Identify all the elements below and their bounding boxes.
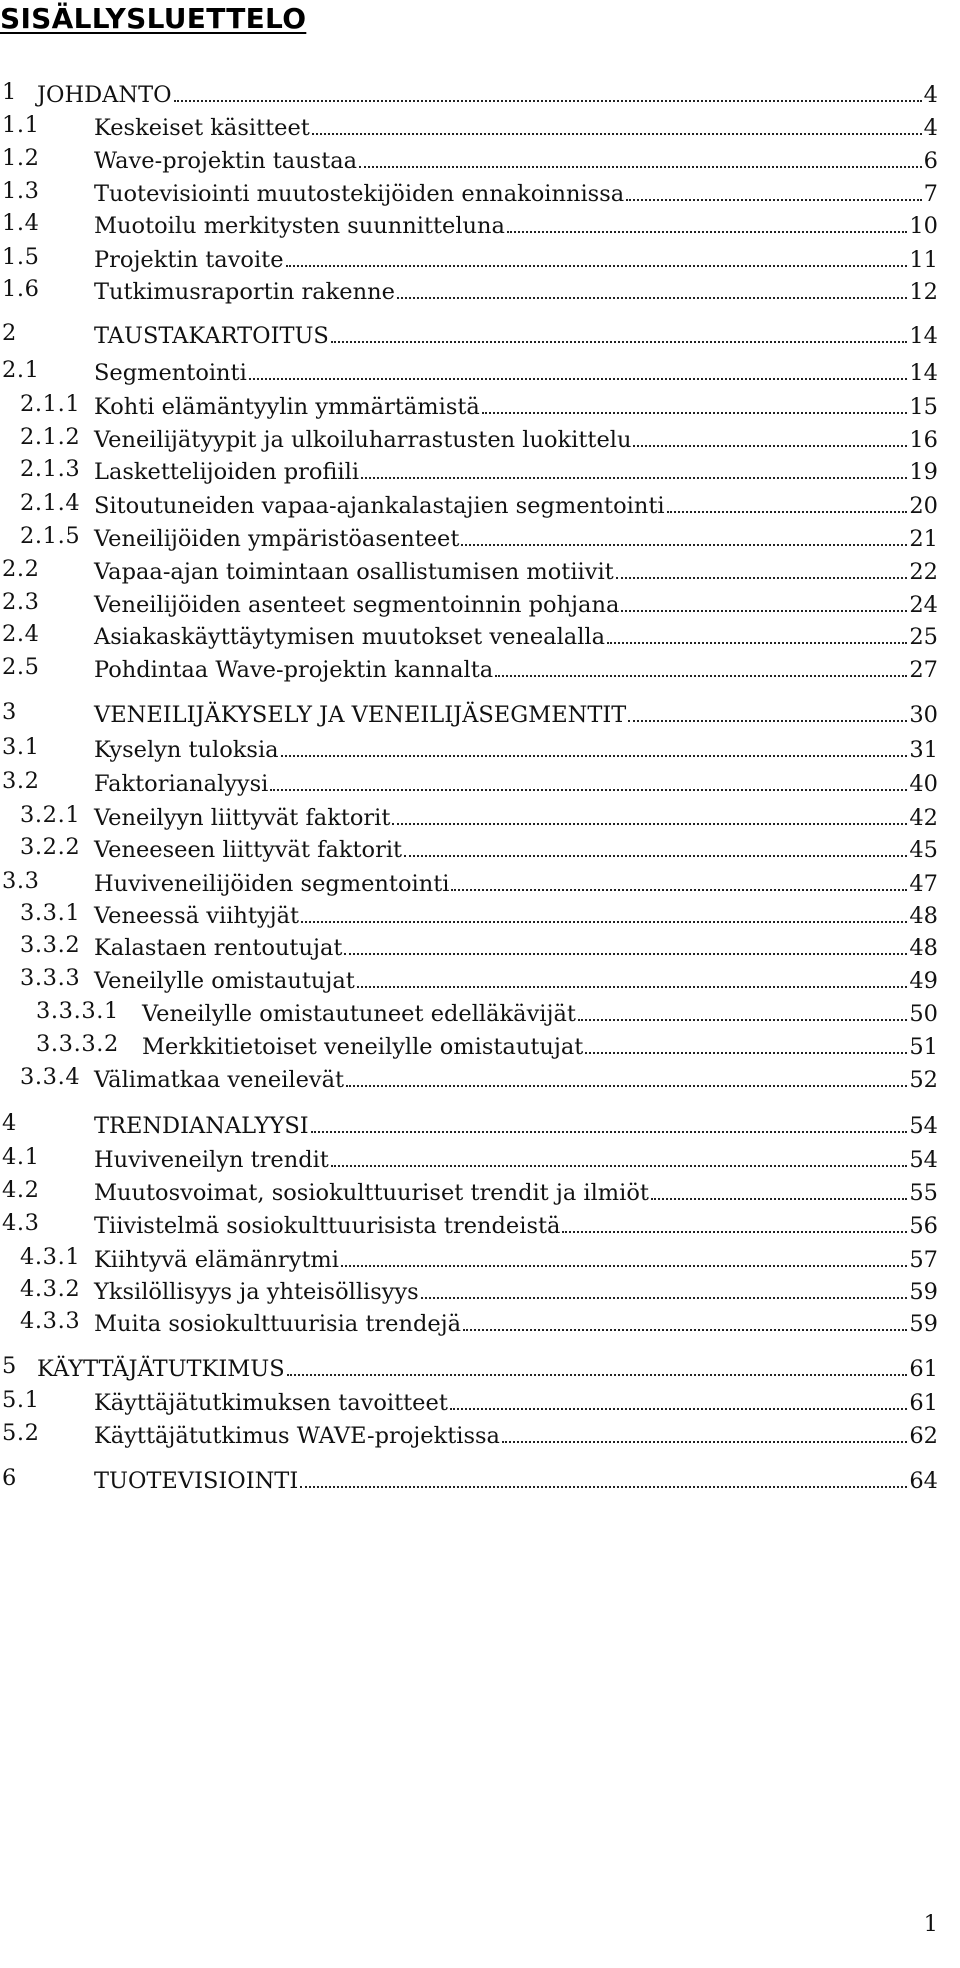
dot-leader [578,991,907,1021]
dot-leader [451,861,907,891]
toc-entry-number: 2.5 [2,654,40,680]
toc-entry-title: Wave-projektin taustaa [94,148,358,174]
toc-entry-number: 1 [2,79,17,105]
toc-entry-page: 59 [909,1311,938,1337]
dot-leader [312,105,922,135]
toc-entry-title: Asiakaskäyttäytymisen muutokset venealalla [94,624,606,650]
toc-entry-number: 3.3.1 [20,900,81,926]
toc-entry-number: 4.3.1 [20,1244,81,1270]
toc-entry-page: 12 [909,279,938,305]
toc-entry-title: Merkkitietoiset veneilylle omistautujat [142,1034,584,1060]
toc-entry[interactable] [0,1413,960,1453]
toc-entry-title: JOHDANTO [37,82,172,108]
toc-entry-page: 6 [923,148,938,174]
dot-leader [502,1413,907,1443]
toc-entry-line [94,1057,938,1100]
page-title: SISÄLLYSLUETTELO [0,2,307,35]
toc-entry-title: Pohdintaa Wave-projektin kannalta [94,657,494,683]
toc-entry-number: 5 [2,1353,17,1379]
toc-entry-title: VENEILIJÄKYSELY JA VENEILIJÄSEGMENTIT [94,702,627,728]
toc-entry-title: Muutosvoimat, sosiokulttuuriset trendit ja ilmiöt [94,1180,649,1206]
toc-entry-title: Tiivistelmä sosiokulttuurisista trendeistä [94,1213,561,1239]
dot-leader [404,827,907,857]
toc-entry-page: 11 [909,247,938,273]
toc-entry-page: 10 [909,213,938,239]
toc-entry-number: 4.2 [2,1177,40,1203]
toc-entry-number: 4.1 [2,1144,40,1170]
toc-entry[interactable] [0,269,960,309]
toc-entry-title: Tutkimusraportin rakenne [94,279,395,305]
toc-entry-page: 62 [909,1423,938,1449]
toc-entry-number: 3.3.3.2 [36,1031,119,1057]
toc-entry-title: Veneeseen liittyvät faktorit [94,837,403,863]
toc-entry-page: 47 [909,871,938,897]
toc-entry-page: 45 [909,837,938,863]
toc-entry[interactable] [0,1458,960,1498]
toc-entry-title: Kohti elämäntyylin ymmärtämistä [94,394,480,420]
toc-entry-page: 40 [909,771,938,797]
dot-leader [361,449,907,479]
toc-entry-number: 4.3.3 [20,1308,81,1334]
toc-entry-number: 2.1.2 [20,424,81,450]
dot-leader [507,203,907,233]
toc-entry-title: Yksilöllisyys ja yhteisöllisyys [94,1279,419,1305]
dot-leader [311,1103,908,1133]
dot-leader [651,1170,907,1200]
toc-entry-number: 4 [2,1110,17,1136]
toc-entry-page: 48 [909,935,938,961]
toc-entry-title: TUOTEVISIOINTI [94,1468,299,1494]
toc-entry-number: 1.6 [2,276,40,302]
toc-entry-number: 3.2 [2,768,40,794]
toc-entry-number: 1.3 [2,178,40,204]
toc-entry-number: 5.2 [2,1420,40,1446]
toc-entry-page: 61 [909,1390,938,1416]
toc-entry-title: Käyttäjätutkimus WAVE-projektissa [94,1423,500,1449]
toc-entry-title: TRENDIANALYYSI [94,1113,309,1139]
dot-leader [621,582,907,612]
dot-leader [281,727,908,757]
toc-entry-page: 27 [909,657,938,683]
toc-entry-title: Veneilijätyypit ja ulkoiluharrastusten luokittelu [94,427,632,453]
toc-entry-number: 4.3.2 [20,1276,81,1302]
toc-entry-page: 31 [909,737,938,763]
toc-entry-page: 20 [909,493,938,519]
toc-entry-title: Faktorianalyysi [94,771,269,797]
dot-leader [392,795,907,825]
toc-entry-title: Kyselyn tuloksia [94,737,279,763]
toc-entry[interactable] [0,1301,960,1341]
toc-entry-number: 2.4 [2,621,40,647]
page-number: 1 [923,1911,938,1937]
toc-entry-number: 2.1 [2,357,40,383]
dot-leader [607,614,907,644]
dot-leader [450,1380,908,1410]
toc-entry-title: Veneilylle omistautujat [94,968,355,994]
toc-entry[interactable] [0,692,960,732]
toc-entry[interactable] [0,647,960,687]
toc-entry-number: 2.2 [2,556,40,582]
toc-entry-number: 3.3.3 [20,965,81,991]
toc-entry-title: Muita sosiokulttuurisia trendejä [94,1311,462,1337]
toc-entry-number: 3.3.3.1 [36,998,119,1024]
toc-entry-number: 2.3 [2,589,40,615]
toc-entry-page: 42 [909,805,938,831]
toc-entry-title: Tuotevisiointi muutostekijöiden ennakoinnissa [94,181,625,207]
toc-entry-page: 14 [909,323,938,349]
dot-leader [287,1346,908,1376]
toc-entry-number: 3.3.4 [20,1064,81,1090]
dot-leader [626,171,922,201]
toc-entry-line [94,647,938,690]
toc-entry-number: 3.2.2 [20,834,81,860]
toc-entry-title: Vapaa-ajan toimintaan osallistumisen motiivit [94,559,614,585]
dot-leader [357,958,908,988]
dot-leader [495,647,907,677]
toc-entry-page: 4 [923,82,938,108]
toc-entry-number: 2.1.5 [20,523,81,549]
toc-entry-number: 1.2 [2,145,40,171]
dot-leader [482,384,908,414]
toc-entry-number: 2 [2,320,17,346]
toc-entry-title: Kiihtyvä elämänrytmi [94,1247,339,1273]
toc-entry-line [94,1458,938,1501]
toc-entry-title: Muotoilu merkitysten suunnitteluna [94,213,505,239]
dot-leader [667,483,908,513]
toc-entry-page: 48 [909,903,938,929]
toc-entry-page: 7 [923,181,938,207]
toc-entry-number: 3.3.2 [20,932,81,958]
dot-leader [331,1137,908,1167]
toc-entry-number: 3.3 [2,868,40,894]
dot-leader [174,72,922,102]
toc-entry-page: 22 [909,559,938,585]
toc-entry-page: 54 [909,1113,938,1139]
toc-entry-title: Sitoutuneiden vapaa-ajankalastajien segmentointi [94,493,665,519]
toc-entry-number: 6 [2,1465,17,1491]
toc-entry-page: 51 [909,1034,938,1060]
toc-entry-title: Projektin tavoite [94,247,284,273]
dot-leader [300,1458,907,1488]
dot-leader [616,549,908,579]
toc-entry-number: 2.1.4 [20,490,81,516]
toc-entry-number: 3 [2,699,17,725]
dot-leader [397,269,907,299]
toc-entry-page: 61 [909,1356,938,1382]
dot-leader [628,692,907,722]
toc-entry-title: Käyttäjätutkimuksen tavoitteet [94,1390,448,1416]
toc-entry-title: Keskeiset käsitteet [94,115,310,141]
toc-entry-page: 30 [909,702,938,728]
dot-leader [331,313,908,343]
toc-entry-number: 4.3 [2,1210,40,1236]
dot-leader [301,893,907,923]
toc-entry-number: 3.1 [2,734,40,760]
toc-entry-page: 19 [909,459,938,485]
toc-entry-title: Veneilijöiden asenteet segmentoinnin pohjana [94,592,620,618]
toc-entry-page: 4 [923,115,938,141]
toc-entry-page: 25 [909,624,938,650]
toc-entry-title: Välimatkaa veneilevät [94,1067,345,1093]
dot-leader [341,1237,907,1267]
toc-entry-title: Veneilyyn liittyvät faktorit [94,805,391,831]
dot-leader [346,1057,907,1087]
toc-entry-line [94,1301,938,1344]
dot-leader [585,1024,907,1054]
dot-leader [562,1203,907,1233]
toc-entry-page: 59 [909,1279,938,1305]
toc-entry-number: 1.4 [2,210,40,236]
toc-entry-page: 64 [909,1468,938,1494]
toc-entry[interactable] [0,313,960,353]
toc-entry-title: Veneilylle omistautuneet edelläkävijät [142,1001,576,1027]
toc-entry-number: 2.1.3 [20,456,81,482]
toc-entry-title: Laskettelijoiden profiili [94,459,360,485]
toc-entry-page: 21 [909,526,938,552]
toc-entry-page: 54 [909,1147,938,1173]
dot-leader [421,1269,908,1299]
toc-entry-title: Huviveneilijöiden segmentointi [94,871,450,897]
dot-leader [633,417,907,447]
toc-entry-title: Huviveneilyn trendit [94,1147,329,1173]
toc-entry-number: 1.1 [2,112,40,138]
toc-entry-page: 15 [909,394,938,420]
toc-entry-page: 49 [909,968,938,994]
toc-entry-page: 50 [909,1001,938,1027]
toc-entry-title: Kalastaen rentoutujat [94,935,343,961]
toc-entry-title: Veneessä viihtyjät [94,903,300,929]
dot-leader [463,1301,907,1331]
toc-entry-number: 5.1 [2,1387,40,1413]
toc-entry[interactable] [0,1057,960,1097]
toc-entry-page: 55 [909,1180,938,1206]
dot-leader [461,516,907,546]
toc-entry-page: 57 [909,1247,938,1273]
toc-entry-title: Segmentointi [94,360,247,386]
toc-entry-number: 2.1.1 [20,391,81,417]
toc-entry-line [94,1413,938,1456]
toc-entry-page: 14 [909,360,938,386]
dot-leader [344,925,907,955]
dot-leader [270,761,907,791]
toc-entry-title: Veneilijöiden ympäristöasenteet [94,526,460,552]
toc-entry-number: 1.5 [2,244,40,270]
toc-entry-number: 3.2.1 [20,802,81,828]
toc-entry-page: 16 [909,427,938,453]
toc-entry-title: KÄYTTÄJÄTUTKIMUS [37,1356,285,1382]
toc-entry-page: 52 [909,1067,938,1093]
toc-entry-line [94,269,938,312]
toc-entry-page: 24 [909,592,938,618]
dot-leader [286,237,908,267]
toc-entry-page: 56 [909,1213,938,1239]
toc-entry-title: TAUSTAKARTOITUS [94,323,329,349]
dot-leader [249,350,908,380]
dot-leader [359,138,922,168]
